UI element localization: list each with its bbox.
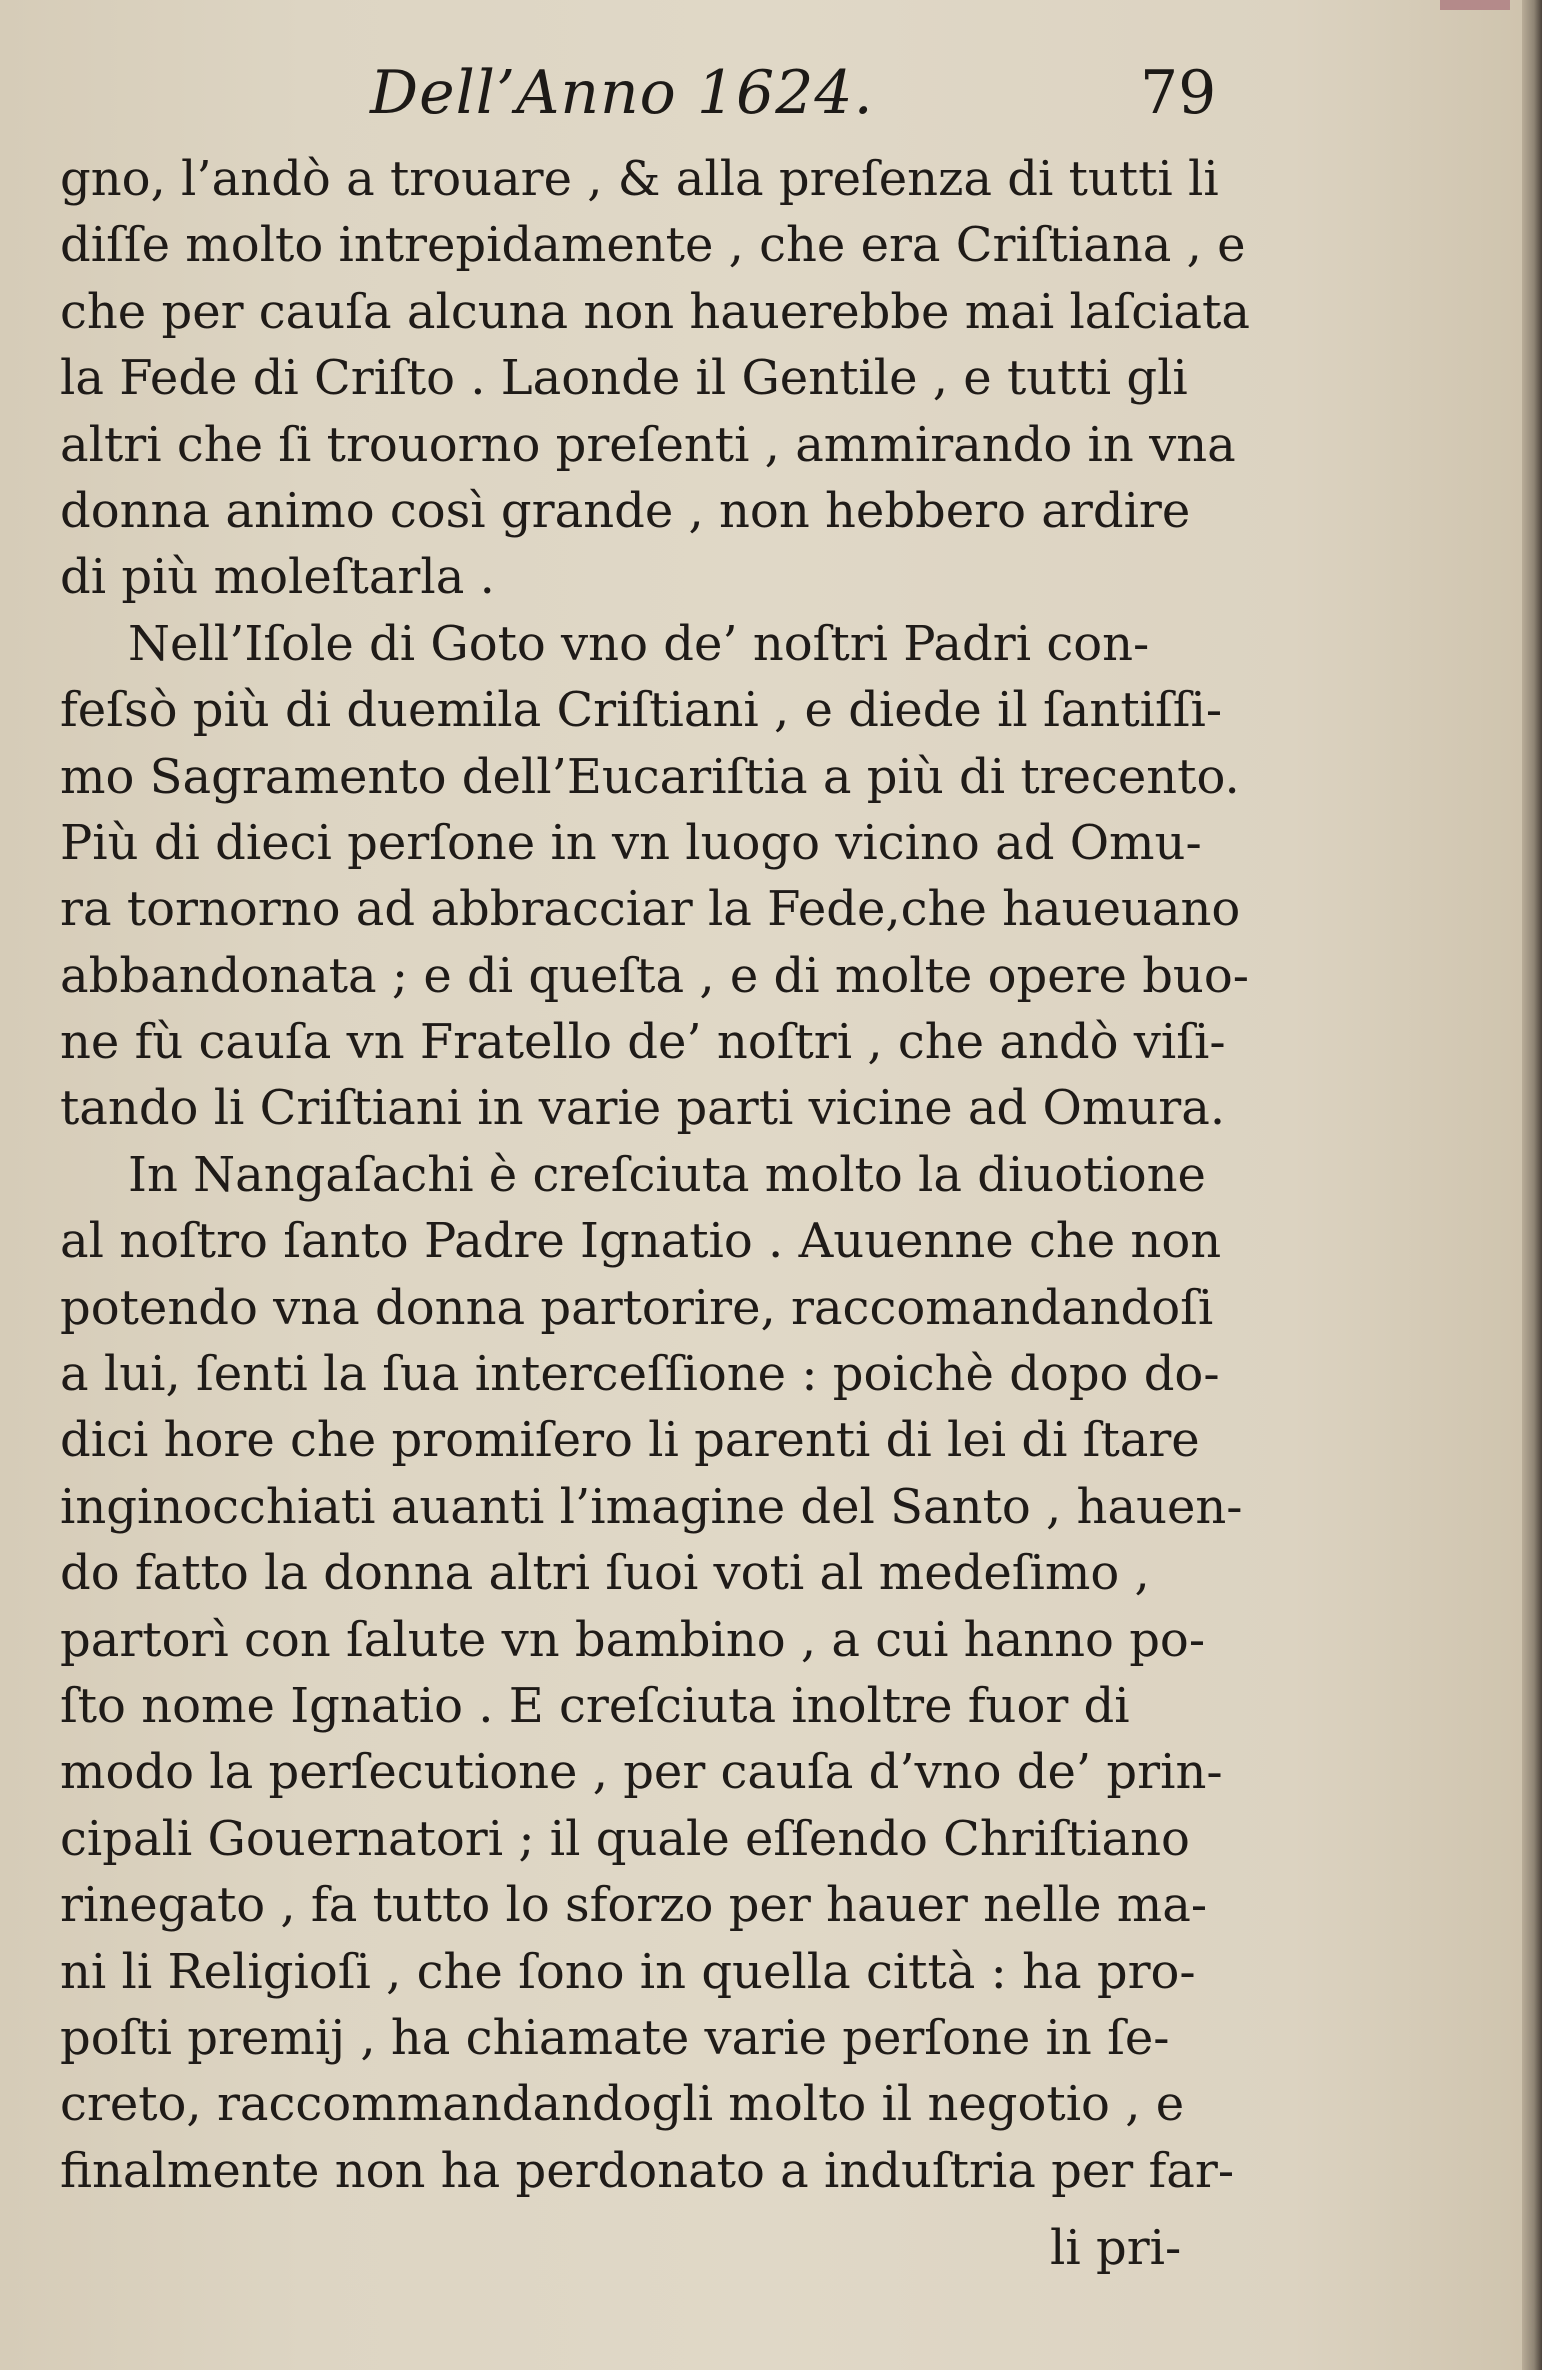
text-line: feſsò più di duemila Criſtiani , e diede il ſantiſſi- (60, 682, 1223, 739)
text-line: cipali Gouernatori ; il quale eſſendo Chriſtiano (60, 1810, 1190, 1867)
running-head (0, 58, 1522, 138)
text-line: inginocchiati auanti l’imagine del Santo , hauen- (60, 1478, 1243, 1535)
text-line: gno, l’andò a trouare , & alla preſenza di tutti li (60, 151, 1219, 207)
text-line: al noſtro ſanto Padre Ignatio . Auuenne che non (60, 1213, 1222, 1270)
text-line: ni li Religioſi , che ſono in quella città : ha pro- (60, 1943, 1196, 2000)
text-line: la Fede di Criſto . Laonde il Gentile , e tutti gli (60, 350, 1188, 407)
text-line: tando li Criſtiani in varie parti vicine ad Omura. (60, 1080, 1226, 1137)
text-line: a lui, ſenti la ſua interceſſione : poichè dopo do- (60, 1346, 1220, 1403)
text-line: poſti premij , ha chiamate varie perſone in ſe- (60, 2009, 1170, 2066)
text-line: ne fù cauſa vn Fratello de’ noſtri , che andò viſi- (60, 1014, 1226, 1071)
text-line: do fatto la donna altri ſuoi voti al medeſimo , (60, 1545, 1150, 1602)
text-line: Più di dieci perſone in vn luogo vicino ad Omu- (60, 814, 1202, 871)
page-edge-shadow (1522, 0, 1542, 2370)
running-head-title: Dell’Anno 1624. (370, 58, 874, 128)
text-line: potendo vna donna partorire, raccomandandoſi (60, 1279, 1214, 1336)
text-line: ra tornorno ad abbracciar la Fede,che haueuano (60, 881, 1241, 938)
text-line: rinegato , fa tutto lo sforzo per hauer nelle ma- (60, 1877, 1208, 1934)
text-line: finalmente non ha perdonato a induſtria per far- (60, 2142, 1235, 2199)
text-line: altri che ſi trouorno preſenti , ammirando in vna (60, 416, 1236, 473)
text-line: di più moleſtarla . (60, 549, 495, 606)
text-line: ſto nome Ignatio . E creſciuta inoltre fuor di (60, 1677, 1130, 1734)
catchword: li pri- (1050, 2220, 1182, 2276)
text-line: dici hore che promiſero li parenti di lei di ſtare (60, 1412, 1200, 1469)
body-text (60, 146, 1260, 2204)
text-line: modo la perſecutione , per cauſa d’vno de’ prin- (60, 1744, 1223, 1801)
text-line: mo Sagramento dell’Eucariſtia a più di trecento. (60, 748, 1240, 805)
text-line: Nell’Iſole di Goto vno de’ noſtri Padri con- (128, 615, 1150, 672)
text-line: che per cauſa alcuna non hauerebbe mai laſciata (60, 283, 1250, 340)
text-line: partorì con ſalute vn bambino , a cui hanno po- (60, 1611, 1206, 1668)
text-line: diſſe molto intrepidamente , che era Criſtiana , e (60, 217, 1246, 274)
page-number: 79 (1140, 58, 1217, 128)
text-line: abbandonata ; e di queſta , e di molte opere buo- (60, 947, 1249, 1004)
page-tab-mark (1440, 0, 1510, 10)
text-line: creto, raccommandandogli molto il negotio , e (60, 2076, 1185, 2133)
text-line: donna animo così grande , non hebbero ardire (60, 482, 1191, 539)
text-line: In Nangaſachi è creſciuta molto la diuotione (128, 1146, 1206, 1203)
